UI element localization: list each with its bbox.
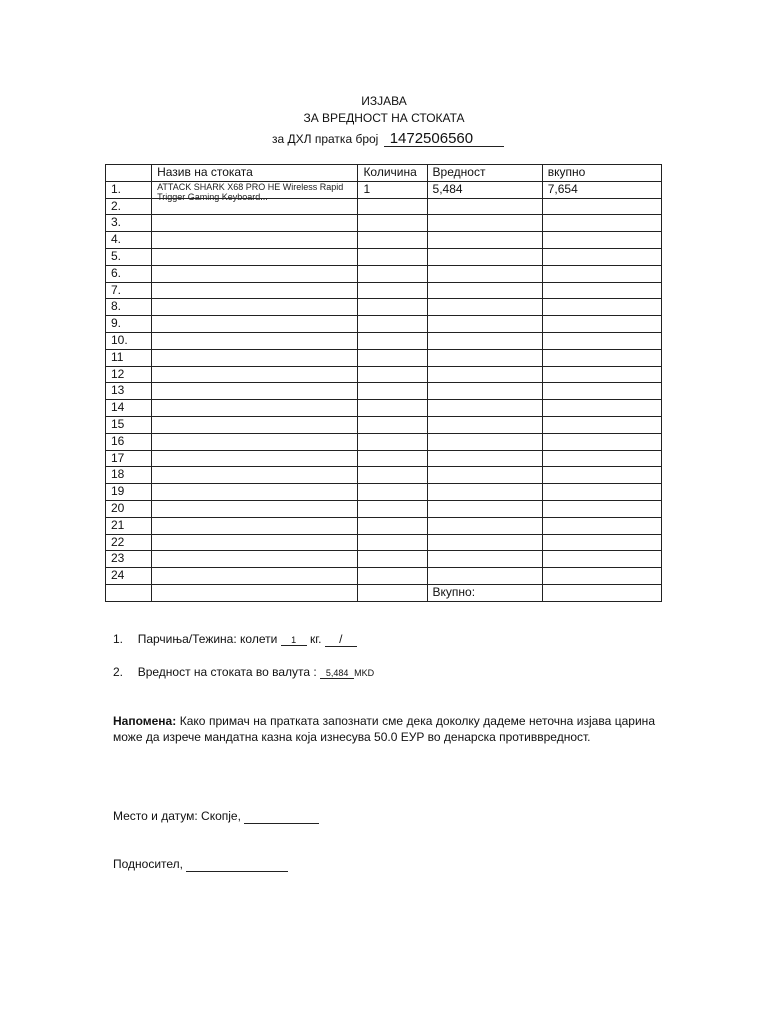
quantity-cell[interactable]	[358, 366, 427, 383]
table-row	[106, 215, 662, 232]
table-row	[106, 265, 662, 282]
quantity-cell[interactable]	[358, 433, 427, 450]
header-cell-name: Назив на стоката	[152, 165, 358, 182]
total-cell[interactable]	[542, 450, 661, 467]
header-cell-quantity: Количина	[358, 165, 427, 182]
quantity-cell[interactable]	[358, 551, 427, 568]
value-cell[interactable]	[427, 383, 542, 400]
product-cell[interactable]	[152, 551, 358, 568]
product-cell[interactable]	[152, 568, 358, 585]
value-cell[interactable]	[427, 332, 542, 349]
quantity-cell[interactable]	[358, 416, 427, 433]
total-cell[interactable]	[542, 215, 661, 232]
value-cell[interactable]	[427, 484, 542, 501]
quantity-cell[interactable]	[358, 299, 427, 316]
table-row	[106, 181, 662, 198]
total-cell[interactable]: 7,654	[542, 181, 661, 198]
quantity-cell[interactable]	[358, 450, 427, 467]
value-cell[interactable]	[427, 450, 542, 467]
row-number-cell: 7.	[106, 282, 152, 299]
row-number-cell: 14	[106, 400, 152, 417]
total-cell[interactable]	[542, 433, 661, 450]
table-row	[106, 450, 662, 467]
total-cell[interactable]	[542, 400, 661, 417]
row-number-cell: 24	[106, 568, 152, 585]
row-number-cell: 16	[106, 433, 152, 450]
shipment-number-field[interactable]: 1472506560	[384, 132, 504, 147]
quantity-cell[interactable]	[358, 500, 427, 517]
shipment-line	[272, 132, 504, 147]
table-row	[106, 400, 662, 417]
value-cell[interactable]	[427, 248, 542, 265]
value-cell[interactable]	[427, 299, 542, 316]
value-cell[interactable]	[427, 316, 542, 333]
table-row	[106, 299, 662, 316]
table-row	[106, 467, 662, 484]
quantity-cell[interactable]	[358, 383, 427, 400]
note-text: Како примач на пратката запознати сме дека доколку дадеме неточна изјава царина може да изрече мандатна казна која изнесува 50.0 ЕУР во денарска противвредност.	[113, 714, 655, 744]
table-row	[106, 383, 662, 400]
quantity-cell[interactable]	[358, 248, 427, 265]
pieces-field[interactable]: 1	[281, 635, 307, 646]
table-row	[106, 316, 662, 333]
total-cell[interactable]	[542, 248, 661, 265]
value-cell[interactable]	[427, 232, 542, 249]
product-cell[interactable]	[152, 316, 358, 333]
total-cell[interactable]	[542, 316, 661, 333]
row-number-cell: 3.	[106, 215, 152, 232]
row-number-cell: 21	[106, 517, 152, 534]
table-row	[106, 484, 662, 501]
date-field[interactable]	[244, 809, 319, 824]
table-row	[106, 517, 662, 534]
total-cell[interactable]	[542, 517, 661, 534]
total-cell[interactable]	[542, 416, 661, 433]
note-label: Напомена:	[113, 714, 177, 728]
line-number: 2.	[113, 665, 124, 679]
row-number-cell: 22	[106, 534, 152, 551]
empty-cell	[358, 584, 427, 601]
row-number-cell: 2.	[106, 198, 152, 215]
product-cell[interactable]	[152, 433, 358, 450]
table-header-row	[106, 165, 662, 182]
value-cell[interactable]	[427, 433, 542, 450]
table-row	[106, 551, 662, 568]
submitter-label: Подносител,	[113, 857, 184, 871]
pieces-weight-label: Парчиња/Тежина: колети	[137, 632, 278, 646]
product-cell[interactable]	[152, 299, 358, 316]
row-number-cell: 17	[106, 450, 152, 467]
product-cell[interactable]	[152, 265, 358, 282]
value-cell[interactable]	[427, 400, 542, 417]
product-cell[interactable]	[152, 484, 358, 501]
table-row	[106, 232, 662, 249]
quantity-cell[interactable]	[358, 349, 427, 366]
row-number-cell: 23	[106, 551, 152, 568]
product-cell[interactable]	[152, 181, 358, 202]
total-cell[interactable]	[542, 383, 661, 400]
value-cell[interactable]: 5,484	[427, 181, 542, 198]
quantity-cell[interactable]	[358, 198, 427, 215]
table-row	[106, 366, 662, 383]
total-cell[interactable]	[542, 551, 661, 568]
total-cell[interactable]	[542, 534, 661, 551]
value-cell[interactable]	[427, 416, 542, 433]
quantity-cell[interactable]	[358, 232, 427, 249]
value-cell[interactable]	[427, 349, 542, 366]
row-number-cell: 10.	[106, 332, 152, 349]
goods-value-label: Вредност на стоката во валута :	[137, 665, 317, 679]
header-cell-total: вкупно	[542, 165, 661, 182]
kg-label: кг.	[309, 632, 322, 646]
empty-cell	[152, 584, 358, 601]
product-cell[interactable]	[152, 215, 358, 232]
product-cell[interactable]	[152, 332, 358, 349]
product-cell[interactable]	[152, 500, 358, 517]
row-number-cell: 6.	[106, 265, 152, 282]
total-cell[interactable]	[542, 282, 661, 299]
submitter-line	[113, 857, 288, 872]
pieces-weight-line	[113, 632, 357, 647]
product-cell[interactable]	[152, 416, 358, 433]
product-cell[interactable]	[152, 383, 358, 400]
product-cell[interactable]	[152, 282, 358, 299]
goods-value-line	[113, 665, 374, 679]
total-cell[interactable]	[542, 349, 661, 366]
quantity-cell[interactable]: 1	[358, 181, 427, 198]
row-number-cell: 13	[106, 383, 152, 400]
table-row	[106, 500, 662, 517]
row-number-cell: 9.	[106, 316, 152, 333]
product-cell[interactable]	[152, 450, 358, 467]
quantity-cell[interactable]	[358, 265, 427, 282]
note-paragraph	[113, 713, 655, 745]
row-number-cell: 18	[106, 467, 152, 484]
product-cell[interactable]	[152, 534, 358, 551]
product-name: ATTACK SHARK X68 PRO HE Wireless Rapid Trigger Gaming Keyboard...	[157, 181, 344, 202]
grand-total-cell[interactable]	[542, 584, 661, 601]
quantity-cell[interactable]	[358, 400, 427, 417]
table-total-row	[106, 584, 662, 601]
value-cell[interactable]	[427, 215, 542, 232]
total-cell[interactable]	[542, 232, 661, 249]
value-cell[interactable]	[427, 467, 542, 484]
quantity-cell[interactable]	[358, 568, 427, 585]
total-cell[interactable]	[542, 366, 661, 383]
quantity-cell[interactable]	[358, 316, 427, 333]
kg-field[interactable]: /	[325, 632, 357, 647]
value-cell[interactable]	[427, 282, 542, 299]
table-row	[106, 248, 662, 265]
quantity-cell[interactable]	[358, 484, 427, 501]
goods-table	[105, 164, 662, 602]
row-number-cell: 1.	[106, 181, 152, 198]
row-number-cell: 12	[106, 366, 152, 383]
quantity-cell[interactable]	[358, 517, 427, 534]
quantity-cell[interactable]	[358, 215, 427, 232]
row-number-cell: 19	[106, 484, 152, 501]
total-cell[interactable]	[542, 265, 661, 282]
product-cell[interactable]	[152, 248, 358, 265]
product-cell[interactable]	[152, 467, 358, 484]
goods-value-field[interactable]: 5,484	[320, 668, 354, 679]
total-cell[interactable]	[542, 467, 661, 484]
header-cell-value: Вредност	[427, 165, 542, 182]
row-number-cell: 15	[106, 416, 152, 433]
quantity-cell[interactable]	[358, 467, 427, 484]
currency-label: MKD	[354, 668, 375, 678]
product-cell[interactable]	[152, 349, 358, 366]
row-number-cell: 20	[106, 500, 152, 517]
value-cell[interactable]	[427, 568, 542, 585]
value-cell[interactable]	[427, 517, 542, 534]
table-row	[106, 332, 662, 349]
value-cell[interactable]	[427, 551, 542, 568]
total-cell[interactable]	[542, 500, 661, 517]
value-cell[interactable]	[427, 366, 542, 383]
place-date-label: Место и датум: Скопје,	[113, 809, 241, 823]
row-number-cell: 8.	[106, 299, 152, 316]
shipment-label: за ДХЛ пратка број	[272, 132, 379, 146]
value-cell[interactable]	[427, 198, 542, 215]
quantity-cell[interactable]	[358, 332, 427, 349]
document-title: ИЗЈАВА	[361, 94, 407, 108]
value-cell[interactable]	[427, 534, 542, 551]
header-cell-number	[106, 165, 152, 182]
total-cell[interactable]	[542, 484, 661, 501]
quantity-cell[interactable]	[358, 282, 427, 299]
signature-field[interactable]	[186, 857, 288, 872]
total-cell[interactable]	[542, 299, 661, 316]
table-row	[106, 433, 662, 450]
table-row	[106, 534, 662, 551]
row-number-cell: 11	[106, 349, 152, 366]
table-row	[106, 416, 662, 433]
value-cell[interactable]	[427, 265, 542, 282]
total-cell[interactable]	[542, 568, 661, 585]
quantity-cell[interactable]	[358, 534, 427, 551]
value-cell[interactable]	[427, 500, 542, 517]
line-number: 1.	[113, 632, 124, 646]
row-number-cell: 4.	[106, 232, 152, 249]
table-row	[106, 568, 662, 585]
product-cell[interactable]	[152, 517, 358, 534]
total-cell[interactable]	[542, 332, 661, 349]
product-cell[interactable]	[152, 232, 358, 249]
row-number-cell: 5.	[106, 248, 152, 265]
table-row	[106, 282, 662, 299]
place-date-line	[113, 809, 319, 824]
total-label-cell: Вкупно:	[427, 584, 542, 601]
table-row	[106, 349, 662, 366]
total-cell[interactable]	[542, 198, 661, 215]
document-subtitle: ЗА ВРЕДНОСТ НА СТОКАТА	[303, 111, 465, 125]
product-cell[interactable]	[152, 400, 358, 417]
empty-cell	[106, 584, 152, 601]
product-cell[interactable]	[152, 366, 358, 383]
